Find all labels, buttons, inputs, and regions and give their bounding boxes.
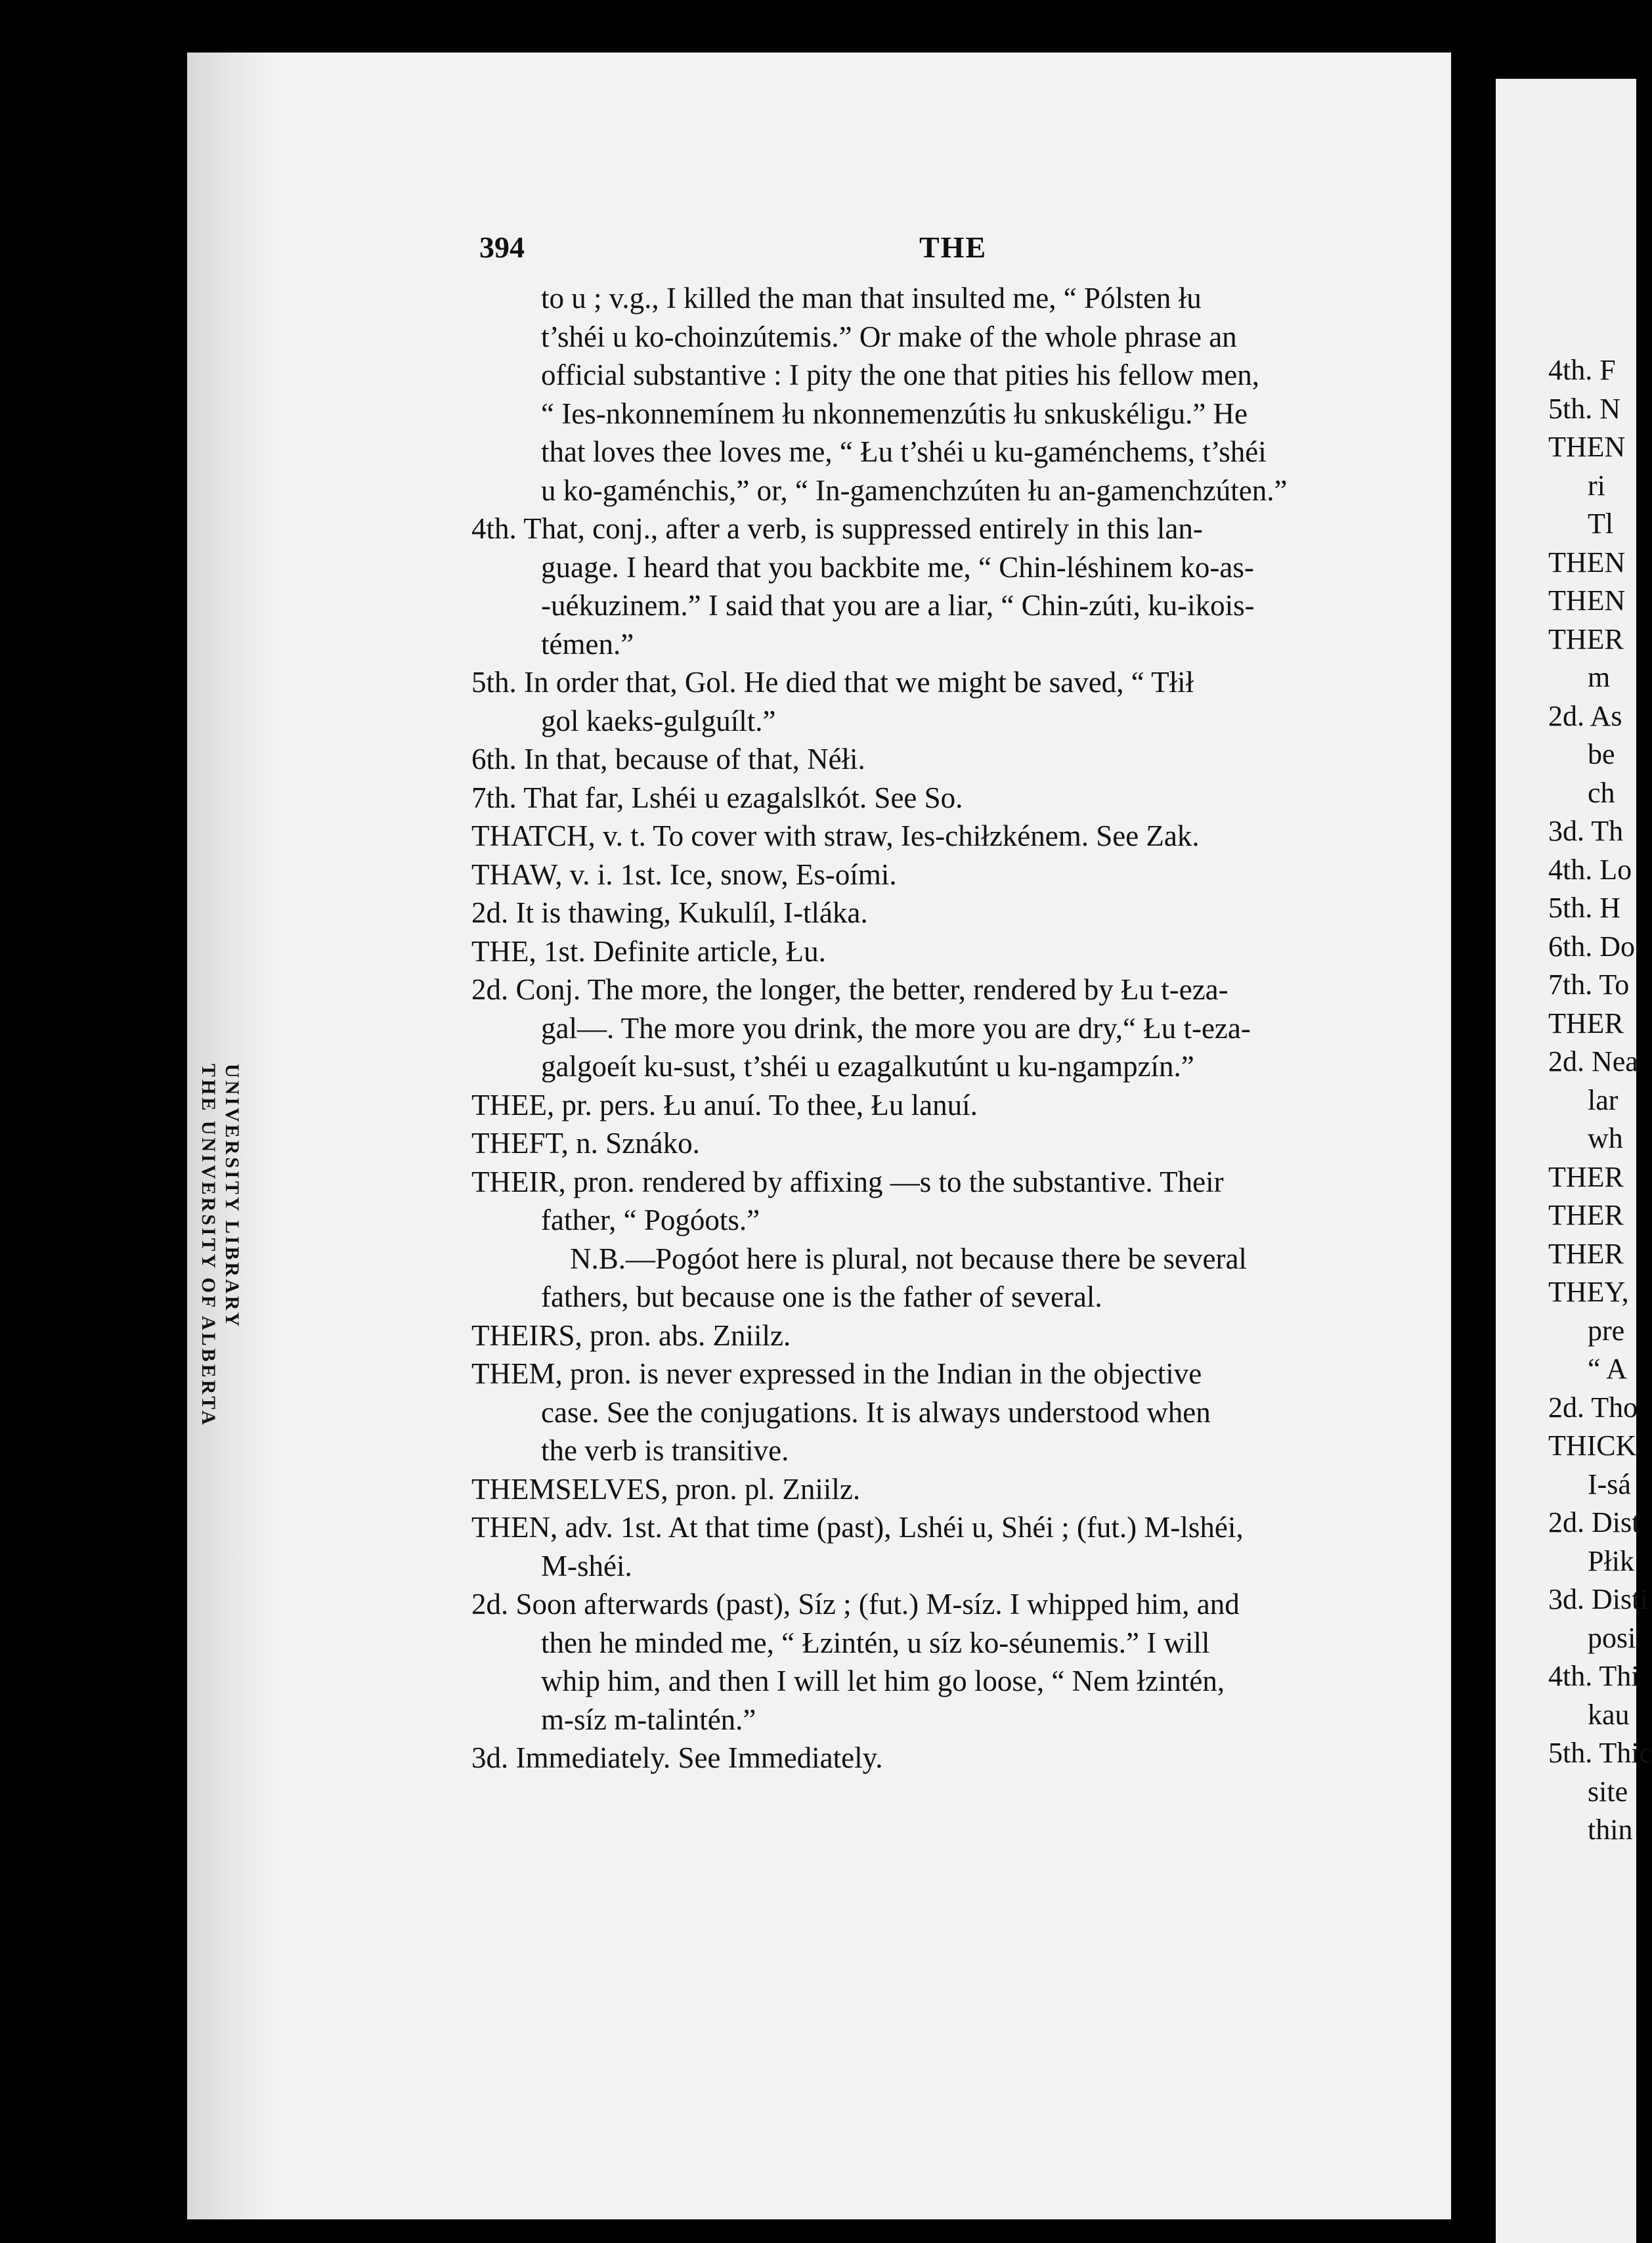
adjacent-text-line: THEY, (1548, 1276, 1629, 1308)
text-line: 7th. That far, Lshéi u ezagalslkót. See So. (471, 781, 963, 814)
running-head: THE (919, 230, 988, 264)
text-line: THEE, pr. pers. Łu anuí. To thee, Łu lanuí. (471, 1088, 978, 1122)
text-line: THEIR, pron. rendered by affixing —s to the substantive. Their (471, 1165, 1224, 1198)
adjacent-text-line: be (1588, 738, 1615, 770)
text-line: 5th. In order that, Gol. He died that we might be saved, “ Tłił (471, 666, 1194, 699)
text-line: THEMSELVES, pron. pl. Zniilz. (471, 1472, 861, 1506)
text-line: that loves thee loves me, “ Łu t’shéi u ku-gaménchems, t’shéi (541, 435, 1267, 468)
adjacent-text-line: 7th. To (1548, 969, 1630, 1001)
text-line: m-síz m-talintén.” (541, 1703, 756, 1736)
text-line: THEIRS, pron. abs. Zniilz. (471, 1318, 791, 1352)
adjacent-text-line: ch (1588, 776, 1615, 809)
adjacent-text-line: THEN (1548, 546, 1626, 578)
adjacent-page-text (1496, 351, 1652, 1850)
adjacent-text-line: 5th. H (1548, 892, 1620, 924)
text-line: N.B.—Pogóot here is plural, not because there be several (570, 1242, 1247, 1275)
adjacent-text-line: THER (1548, 1007, 1624, 1039)
text-line: THEM, pron. is never expressed in the Indian in the objective (471, 1357, 1202, 1390)
text-line: -uékuzinem.” I said that you are a liar, “ Chin-zúti, ku-ikois- (541, 589, 1255, 622)
adjacent-text-line: 5th. Thic (1548, 1737, 1652, 1769)
adjacent-text-line: 2d. Dist (1548, 1506, 1640, 1538)
adjacent-text-line: thin (1588, 1814, 1633, 1846)
adjacent-text-line: 2d. As (1548, 699, 1622, 732)
adjacent-text-line: pre (1588, 1314, 1625, 1347)
text-line: fathers, but because one is the father of several. (541, 1280, 1102, 1313)
adjacent-text-line: “ A (1588, 1353, 1627, 1385)
adjacent-text-line: 4th. F (1548, 354, 1616, 386)
adjacent-text-line: Płik (1588, 1544, 1634, 1577)
text-line: guage. I heard that you backbite me, “ Chin-léshinem ko-as- (541, 550, 1254, 584)
adjacent-text-line: THER (1548, 622, 1624, 655)
adjacent-text-line: 2d. Nea (1548, 1045, 1638, 1078)
text-line: galgoeít ku-sust, t’shéi u ezagalkutúnt u ku-ngampzín.” (541, 1050, 1194, 1083)
dictionary-entries (471, 279, 1430, 1777)
text-line: THE, 1st. Definite article, Łu. (471, 934, 826, 968)
text-line: “ Ies-nkonnemínem łu nkonnemenzútis łu snkuskéligu.” He (541, 397, 1248, 430)
text-line: then he minded me, “ Łzintén, u síz ko-séunemis.” I will (541, 1626, 1210, 1659)
adjacent-text-line: 5th. N (1548, 392, 1620, 425)
adjacent-text-line: Tl (1588, 508, 1614, 540)
text-line: to u ; v.g., I killed the man that insulted me, “ Pólsten łu (541, 282, 1202, 315)
library-stamp (197, 1064, 243, 1760)
text-line: whip him, and then I will let him go loose, “ Nem łzintén, (541, 1665, 1225, 1697)
adjacent-text-line: 2d. Tho (1548, 1391, 1638, 1424)
text-line: 6th. In that, because of that, Néłi. (471, 743, 865, 775)
stamp-line-1: UNIVERSITY LIBRARY (221, 1064, 243, 1330)
text-line: 2d. Soon afterwards (past), Síz ; (fut.) M-síz. I whipped him, and (471, 1588, 1240, 1621)
adjacent-text-line: THER (1548, 1237, 1624, 1270)
adjacent-text-line: 4th. Lo (1548, 853, 1632, 886)
text-line: THATCH, v. t. To cover with straw, Ies-chiłzkénem. See Zak. (471, 819, 1200, 852)
text-line: gal—. The more you drink, the more you are dry,“ Łu t-eza- (541, 1011, 1251, 1045)
text-line: THEFT, n. Sznáko. (471, 1127, 700, 1160)
adjacent-text-line: 3d. Th (1548, 815, 1624, 847)
text-line: M-shéi. (541, 1549, 632, 1582)
text-line: official substantive : I pity the one that pities his fellow men, (541, 359, 1259, 391)
text-line: 2d. It is thawing, Kukulíl, I-tláka. (471, 896, 868, 929)
text-line: u ko-gaménchis,” or, “ In-gamenchzúten łu an-gamenchzúten.” (541, 473, 1288, 507)
adjacent-text-line: m (1588, 661, 1611, 693)
adjacent-text-line: THEN (1548, 584, 1626, 617)
text-line: father, “ Pogóots.” (541, 1204, 760, 1236)
text-line: 2d. Conj. The more, the longer, the better, rendered by Łu t-eza- (471, 973, 1228, 1006)
adjacent-text-line: THEN (1548, 431, 1626, 463)
text-line: 4th. That, conj., after a verb, is suppressed entirely in this lan- (471, 512, 1203, 545)
adjacent-text-line: THICK (1548, 1429, 1637, 1462)
text-line: 3d. Immediately. See Immediately. (471, 1741, 883, 1774)
adjacent-text-line: 3d. Disti (1548, 1583, 1648, 1615)
adjacent-text-line: THER (1548, 1199, 1624, 1231)
text-line: THAW, v. i. 1st. Ice, snow, Es-oími. (471, 858, 897, 891)
adjacent-text-line: posi (1588, 1621, 1636, 1654)
stamp-line-2: THE UNIVERSITY OF ALBERTA (198, 1064, 219, 1427)
text-line: témen.” (541, 627, 634, 661)
text-line: the verb is transitive. (541, 1434, 789, 1467)
adjacent-text-line: ri (1588, 469, 1605, 502)
text-line: THEN, adv. 1st. At that time (past), Lshéi u, Shéi ; (fut.) M-lshéi, (471, 1511, 1244, 1544)
adjacent-text-line: wh (1588, 1122, 1623, 1154)
adjacent-page (1496, 79, 1652, 2243)
text-line: t’shéi u ko-choinzútemis.” Or make of the whole phrase an (541, 320, 1237, 353)
text-line: case. See the conjugations. It is always understood when (541, 1395, 1211, 1429)
adjacent-text-line: site (1588, 1775, 1628, 1808)
adjacent-text-line: lar (1588, 1083, 1619, 1116)
adjacent-text-line: I-sá (1588, 1468, 1631, 1500)
adjacent-text-line: 6th. Do (1548, 930, 1635, 963)
page-number: 394 (479, 230, 525, 264)
adjacent-text-line: 4th. Thi (1548, 1660, 1640, 1692)
adjacent-text-line: THER (1548, 1160, 1624, 1193)
adjacent-text-line: kau (1588, 1698, 1630, 1731)
text-line: gol kaeks-gulguílt.” (541, 704, 776, 737)
